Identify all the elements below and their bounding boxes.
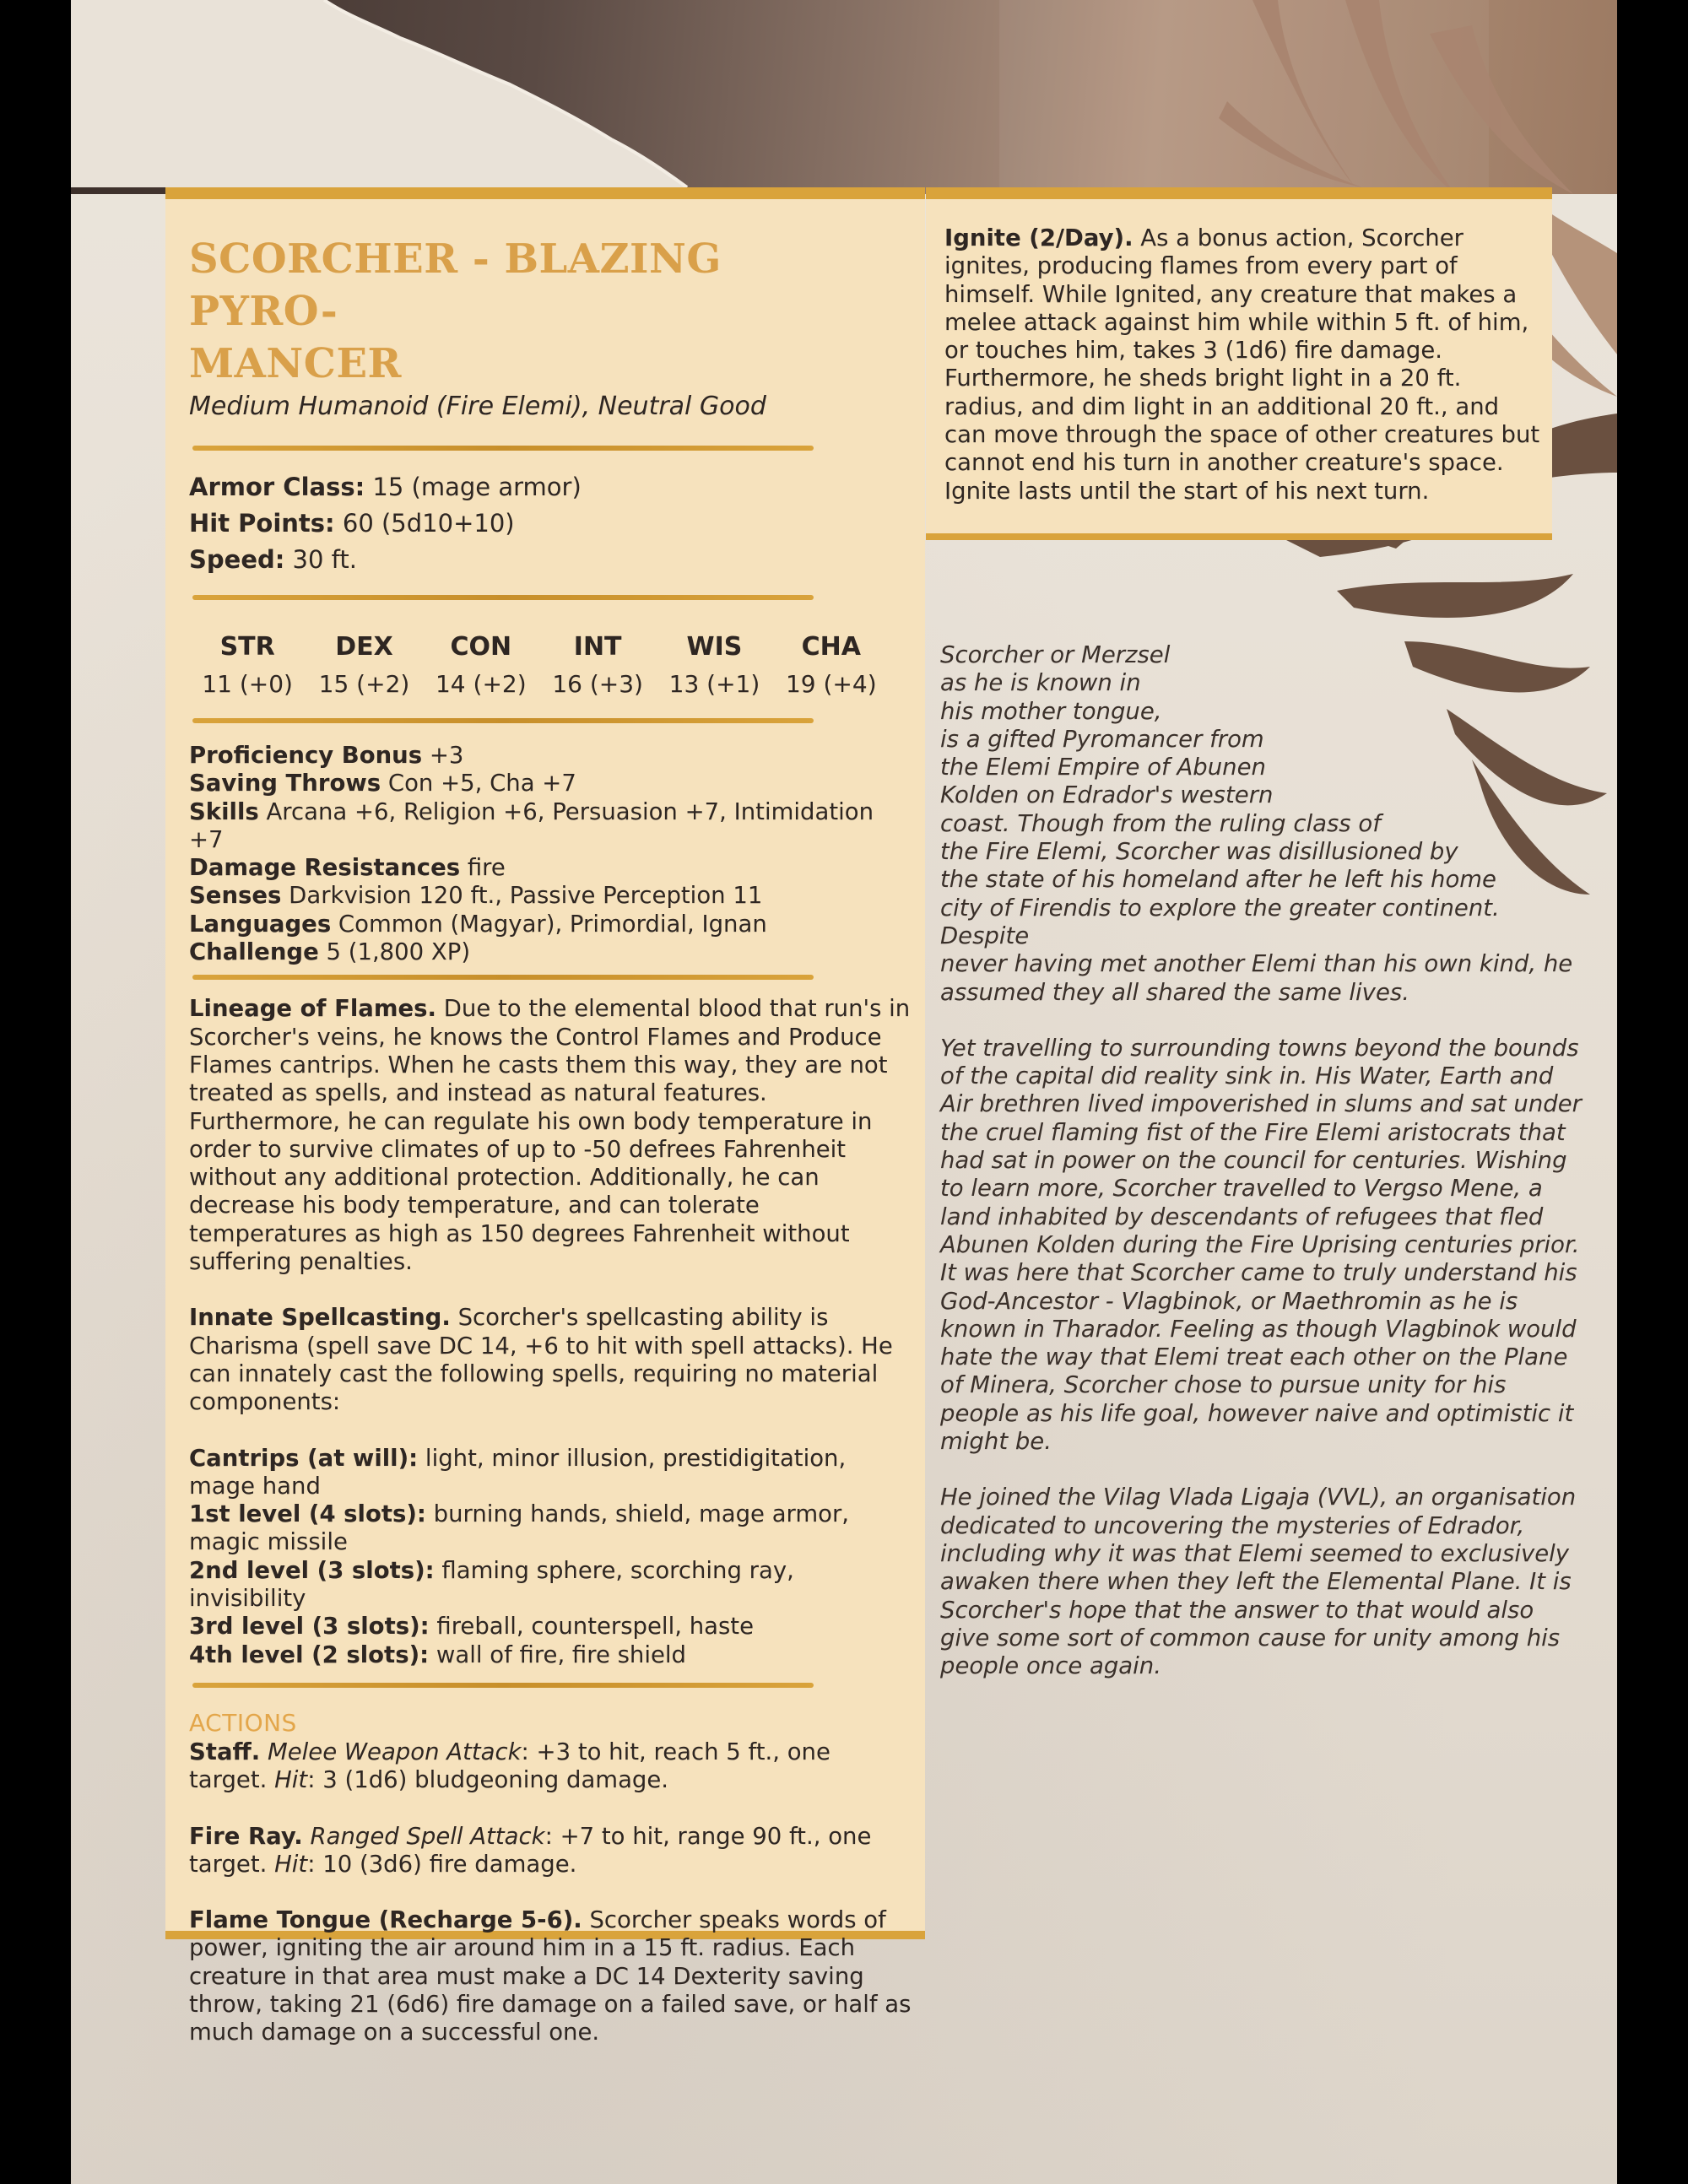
hit-label: Hit <box>274 1850 308 1878</box>
armor-class-value: 15 (mage armor) <box>365 473 582 501</box>
ability-scores <box>189 629 890 703</box>
ability-name: INT <box>573 632 622 662</box>
hit-text: : 10 (3d6) fire damage. <box>307 1850 577 1878</box>
trait-text: Due to the elemental blood that run's in Scorcher's veins, he knows the Control Flames and Produce Flames cantrips. When he casts them this way, they are not treated as spells, and instead as natural features. Furthermore, he can regulate his own body temperature in order to survive climates of up to -50 defrees Fahrenheit without any additional protection. Additionally, he can decrease his body temperature, and can tolerate temperatures as high as 150 degrees Fahrenheit without suffering penalties. <box>189 995 911 1276</box>
lore-line: Scorcher or Merzsel <box>940 641 1171 668</box>
property-label: Saving Throws <box>189 770 381 797</box>
spell-row <box>189 1557 915 1614</box>
lore-line: the state of his homeland after he left his home <box>940 866 1496 894</box>
property-label: Languages <box>189 910 332 938</box>
ignite-panel <box>926 187 1552 540</box>
lore-line: the Fire Elemi, Scorcher was disillusioned by <box>940 838 1458 866</box>
action-staff <box>189 1738 915 1795</box>
action-text: Scorcher speaks words of power, igniting the air around him in a 15 ft. radius. Each creature in that area must make a DC 14 Dexterity saving throw, taking 21 (6d6) fire damage on a failed save, or half as much damage on a successful one. <box>189 1906 912 2046</box>
trait-innate-spellcasting <box>189 1304 915 1416</box>
speed-value: 30 ft. <box>284 545 357 574</box>
property-value: fire <box>460 854 506 882</box>
ability-value: 16 (+3) <box>552 670 643 698</box>
lore-text <box>940 641 1582 1708</box>
creature-properties <box>189 742 915 966</box>
property-label: Damage Resistances <box>189 854 461 882</box>
ability-name: CON <box>450 632 512 662</box>
creature-type: Medium Humanoid (Fire Elemi), Neutral Good <box>189 392 766 421</box>
spell-names: flaming sphere, scorching ray, invisibility <box>189 1556 794 1613</box>
spell-row <box>189 1445 915 1501</box>
skills <box>189 798 915 855</box>
page <box>71 0 1617 2184</box>
ability-name: CHA <box>801 632 861 662</box>
proficiency-bonus <box>189 742 915 770</box>
senses <box>189 882 915 910</box>
property-label: Proficiency Bonus <box>189 742 423 769</box>
ability-int <box>539 629 656 703</box>
trait-name: Ignite (2/Day). <box>944 224 1133 251</box>
creature-name-line-1: SCORCHER - BLAZING PYRO- <box>189 235 722 335</box>
speed-label: Speed: <box>189 545 285 574</box>
property-label: Skills <box>189 797 259 825</box>
ability-con <box>423 629 539 703</box>
trait-name: Lineage of Flames. <box>189 995 436 1023</box>
ability-value: 13 (+1) <box>668 670 760 698</box>
spell-level-label: Cantrips (at will): <box>189 1444 419 1472</box>
stat-block <box>165 187 925 2046</box>
languages <box>189 911 915 938</box>
spell-names: light, minor illusion, prestidigitation, mage hand <box>189 1444 847 1500</box>
lore-line: never having met another Elemi than his own kind, he <box>940 950 1573 978</box>
property-value: Arcana +6, Religion +6, Persuasion +7, Intimidation +7 <box>189 797 874 853</box>
lore-line: as he is known in <box>940 669 1141 697</box>
challenge <box>189 938 915 966</box>
spell-names: fireball, counterspell, haste <box>429 1613 754 1641</box>
ability-name: DEX <box>335 632 393 662</box>
action-name: Fire Ray. <box>189 1822 303 1850</box>
ability-wis <box>656 629 772 703</box>
lore-line: the Elemi Empire of Abunen <box>940 754 1266 781</box>
trait-name: Innate Spellcasting. <box>189 1304 451 1332</box>
spell-level-label: 2nd level (3 slots): <box>189 1556 435 1584</box>
creature-name <box>189 233 830 390</box>
ability-value: 19 (+4) <box>785 670 877 698</box>
ability-name: STR <box>219 632 275 662</box>
ability-value: 15 (+2) <box>318 670 410 698</box>
spell-names: burning hands, shield, mage armor, magic missile <box>189 1500 850 1556</box>
property-label: Challenge <box>189 938 319 966</box>
trait-lineage-of-flames <box>189 995 915 1276</box>
lore-line: Kolden on Edrador's western <box>940 781 1274 809</box>
trait-text: As a bonus action, Scorcher ignites, producing flames from every part of himself. While Ignited, any creature that makes a melee attack against him while within 5 ft. of him, or touches him, takes 3 (1d6) fire damage. Furthermore, he sheds bright light in a 20 ft. radius, and dim light in an additional 20 ft., and can move through the space of other creatures but cannot end his turn in another creature's space. Ignite lasts until the start of his next turn. <box>944 224 1540 505</box>
trait-text: Scorcher's spellcasting ability is Charisma (spell save DC 14, +6 to hit with spell attacks). He can innately cast the following spells, requiring no material components: <box>189 1304 893 1416</box>
ability-value: 14 (+2) <box>435 670 527 698</box>
lore-paragraph-2: Yet travelling to surrounding towns beyond the bounds of the capital did reality sink in. His Water, Earth and Air brethren lived impoverished in slums and sat under the cruel flaming fist of the Fire Elemi aristocrats that had sat in power on the council for centuries. Wishing to learn more, Scorcher travelled to Vergso Mene, a land inhabited by descendants of refugees that fled Abunen Kolden during the Fire Uprising centuries prior. It was here that Scorcher came to truly understand his God-Ancestor - Vlagbinok, or Maethromin as he is known in Tharador. Feeling as though Vlagbinok would hate the way that Elemi treat each other on the Plane of Minera, Scorcher chose to pursue unity for his people as his life goal, however naive and optimistic it might be. <box>940 1034 1582 1456</box>
hit-points-value: 60 (5d10+10) <box>334 509 515 538</box>
ability-dex <box>306 629 422 703</box>
attack-details: : +3 to hit, reach 5 ft., one target. <box>189 1738 830 1794</box>
ability-name: WIS <box>686 632 743 662</box>
lore-paragraph-1 <box>940 641 1582 1007</box>
property-value: 5 (1,800 XP) <box>318 938 471 966</box>
saving-throws <box>189 770 915 797</box>
property-value: Darkvision 120 ft., Passive Perception 11 <box>281 882 763 910</box>
speed <box>189 542 915 578</box>
ability-str <box>189 629 306 703</box>
property-value: Con +5, Cha +7 <box>381 770 576 797</box>
property-label: Senses <box>189 882 282 910</box>
lore-line: coast. Though from the ruling class of <box>940 809 1381 837</box>
spell-row <box>189 1641 915 1669</box>
lore-paragraph-3: He joined the Vilag Vlada Ligaja (VVL), an organisation dedicated to uncovering the mysteries of Edrador, including why it was that Elemi seemed to exclusively awaken there when they left the Elemental Plane. It is Scorcher's hope that the answer to that would also give some sort of common cause for unity among his people once again. <box>940 1484 1577 1680</box>
trait-ignite <box>944 224 1544 505</box>
creature-name-line-2: MANCER <box>189 340 402 387</box>
attack-type: Melee Weapon Attack <box>267 1738 522 1765</box>
spell-names: wall of fire, fire shield <box>429 1641 687 1668</box>
spell-level-label: 4th level (2 slots): <box>189 1641 430 1668</box>
spell-level-label: 1st level (4 slots): <box>189 1500 426 1528</box>
lore-line: assumed they all shared the same lives. <box>940 978 1409 1006</box>
lore-line: his mother tongue, <box>940 697 1162 725</box>
armor-class <box>189 469 915 505</box>
hit-points-label: Hit Points: <box>189 509 335 538</box>
lore-line: is a gifted Pyromancer from <box>940 725 1264 753</box>
damage-resistances <box>189 854 915 882</box>
spell-list <box>189 1445 915 1669</box>
property-value: Common (Magyar), Primordial, Ignan <box>331 910 767 938</box>
action-flame-tongue <box>189 1906 915 2046</box>
ability-cha <box>773 629 890 703</box>
ability-value: 11 (+0) <box>202 670 293 698</box>
attack-details: : +7 to hit, range 90 ft., one target. <box>189 1822 872 1878</box>
actions-header: ACTIONS <box>189 1708 297 1737</box>
attack-type: Ranged Spell Attack <box>310 1822 545 1850</box>
action-fire-ray <box>189 1823 915 1879</box>
spell-level-label: 3rd level (3 slots): <box>189 1613 430 1641</box>
hit-points <box>189 505 915 542</box>
action-name: Staff. <box>189 1738 261 1765</box>
hit-label: Hit <box>274 1766 308 1794</box>
lore-line: city of Firendis to explore the greater continent. Despite <box>940 894 1500 949</box>
armor-class-label: Armor Class: <box>189 473 365 501</box>
hit-text: : 3 (1d6) bludgeoning damage. <box>307 1766 669 1794</box>
property-value: +3 <box>422 742 464 769</box>
spell-row <box>189 1500 915 1557</box>
spell-row <box>189 1613 915 1641</box>
action-name: Flame Tongue (Recharge 5-6). <box>189 1906 582 1934</box>
